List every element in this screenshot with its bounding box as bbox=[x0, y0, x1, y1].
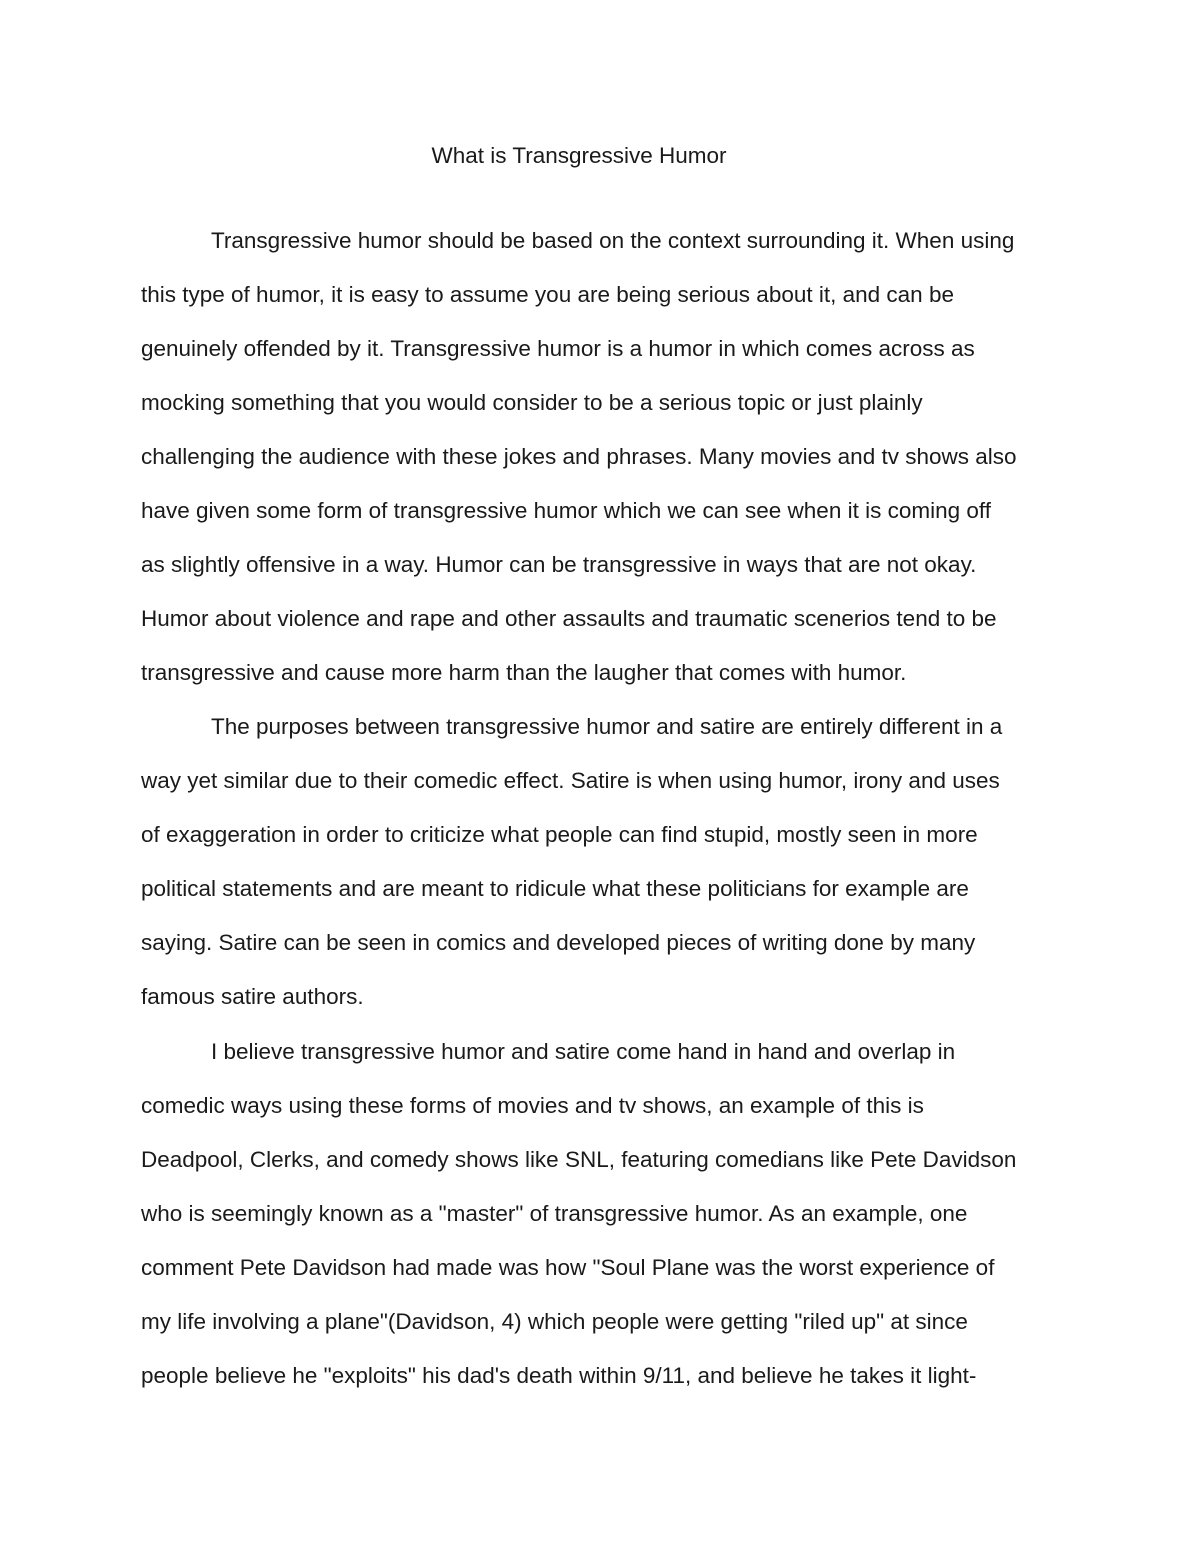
text-line: of exaggeration in order to criticize what people can find stupid, mostly seen in more bbox=[141, 822, 978, 847]
text-line: political statements and are meant to ridicule what these politicians for example are bbox=[141, 876, 969, 901]
text-line: genuinely offended by it. Transgressive humor is a humor in which comes across as bbox=[141, 336, 975, 361]
text-line: The purposes between transgressive humor and satire are entirely different in a bbox=[211, 714, 1003, 739]
text-line: transgressive and cause more harm than the laugher that comes with humor. bbox=[141, 660, 907, 685]
text-line: Transgressive humor should be based on the context surrounding it. When using bbox=[211, 228, 1015, 253]
text-line: Humor about violence and rape and other assaults and traumatic scenerios tend to be bbox=[141, 606, 997, 631]
text-line: comment Pete Davidson had made was how "Soul Plane was the worst experience of bbox=[141, 1255, 995, 1280]
text-line: mocking something that you would consider to be a serious topic or just plainly bbox=[141, 390, 923, 415]
text-line: my life involving a plane"(Davidson, 4) which people were getting "riled up" at since bbox=[141, 1309, 968, 1334]
text-line: who is seemingly known as a "master" of transgressive humor. As an example, one bbox=[141, 1201, 968, 1226]
text-line: Deadpool, Clerks, and comedy shows like SNL, featuring comedians like Pete Davidson bbox=[141, 1147, 1017, 1172]
document-title: What is Transgressive Humor bbox=[431, 143, 727, 168]
text-line: comedic ways using these forms of movies and tv shows, an example of this is bbox=[141, 1093, 924, 1118]
text-line: I believe transgressive humor and satire come hand in hand and overlap in bbox=[211, 1039, 956, 1064]
text-line: this type of humor, it is easy to assume you are being serious about it, and can be bbox=[141, 282, 954, 307]
text-line: as slightly offensive in a way. Humor can be transgressive in ways that are not okay. bbox=[141, 552, 977, 577]
text-line: saying. Satire can be seen in comics and developed pieces of writing done by many bbox=[141, 930, 976, 955]
text-line: famous satire authors. bbox=[141, 984, 364, 1009]
text-line: challenging the audience with these jokes and phrases. Many movies and tv shows also bbox=[141, 444, 1017, 469]
text-line: have given some form of transgressive humor which we can see when it is coming off bbox=[141, 498, 991, 523]
text-line: people believe he "exploits" his dad's death within 9/11, and believe he takes it light- bbox=[141, 1363, 977, 1388]
text-line: way yet similar due to their comedic effect. Satire is when using humor, irony and uses bbox=[141, 768, 1000, 793]
